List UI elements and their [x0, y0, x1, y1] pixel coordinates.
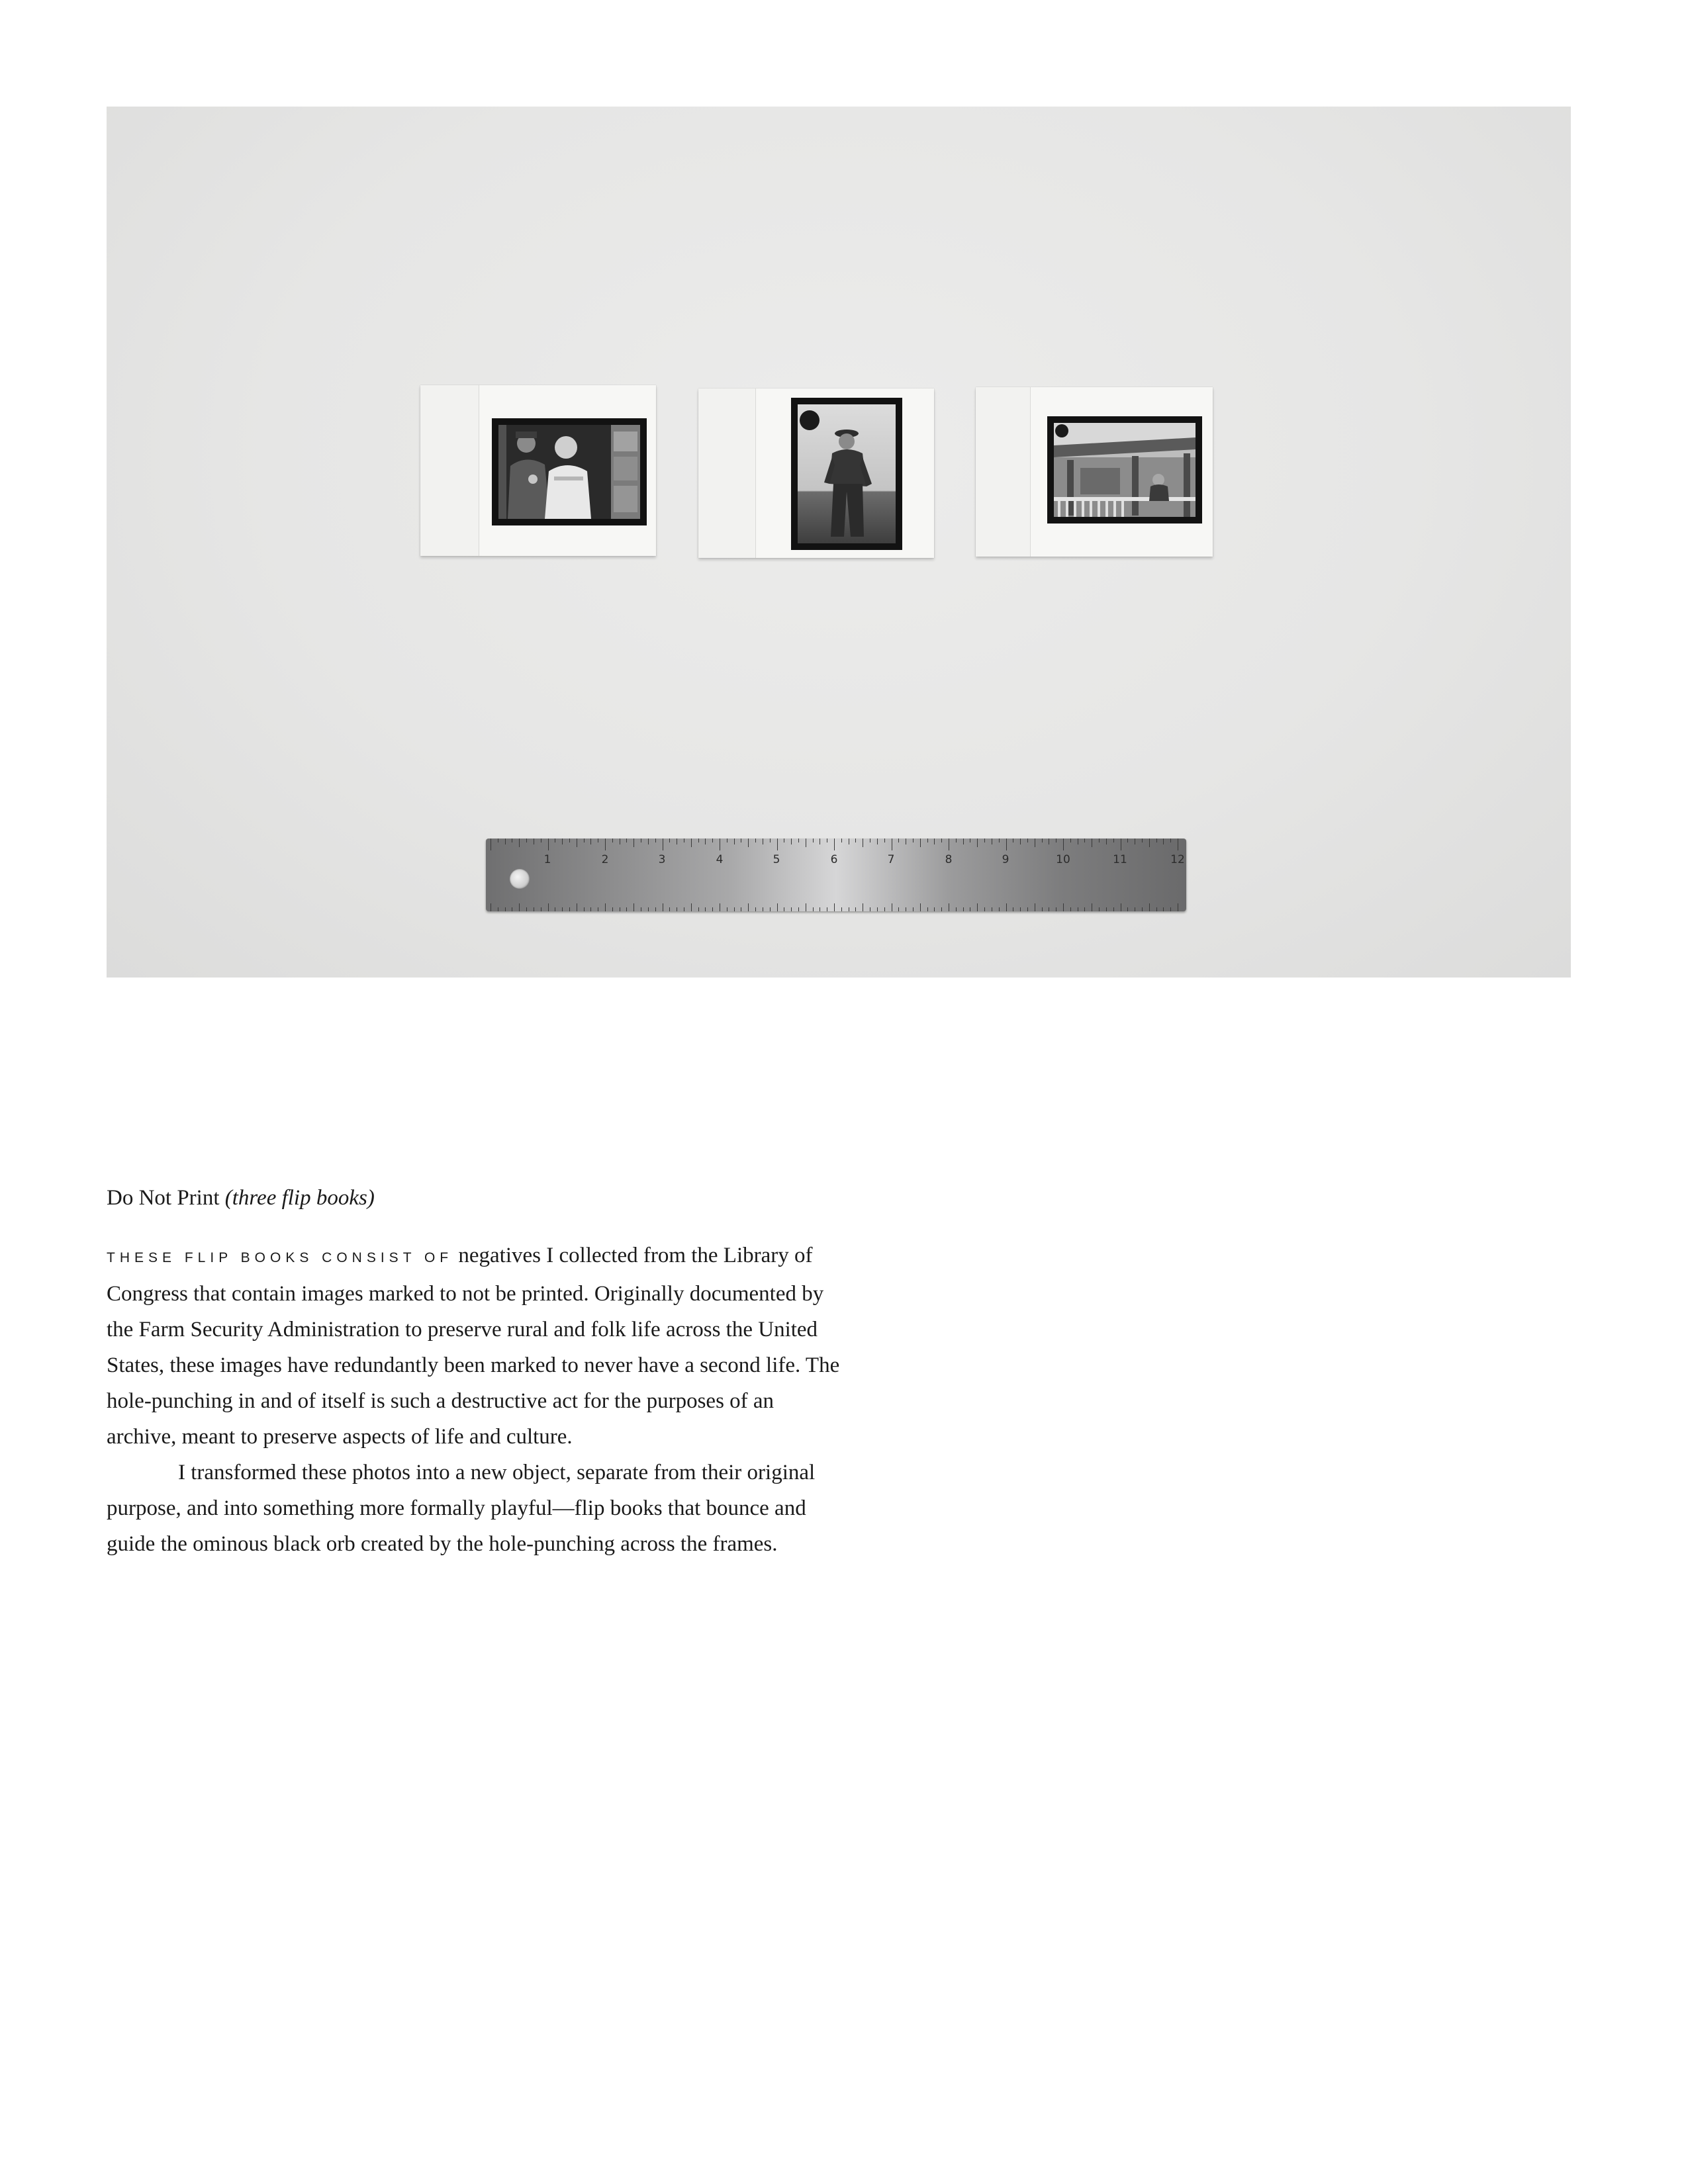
ruler-tick	[748, 839, 749, 847]
ruler-tick	[1084, 907, 1085, 911]
ruler-tick	[791, 907, 792, 911]
ruler-tick	[1042, 839, 1043, 842]
ruler-tick	[834, 839, 835, 850]
ruler-tick	[813, 839, 814, 842]
artwork-caption	[107, 1185, 375, 1211]
ruler-tick	[562, 907, 563, 911]
ruler-tick	[898, 839, 899, 842]
ruler-tick	[1106, 907, 1107, 911]
ruler-tick	[984, 907, 985, 911]
ruler-tick	[626, 907, 627, 911]
ruler-tick	[877, 907, 878, 911]
photo-two-people-in-doorway	[498, 425, 640, 519]
ruler-tick	[1156, 907, 1157, 911]
ruler-tick	[999, 907, 1000, 911]
ruler-tick	[956, 839, 957, 842]
photo-figure-on-porch	[1054, 423, 1196, 517]
artwork-title: Do Not Print	[107, 1186, 220, 1210]
ruler-number: 11	[1113, 853, 1127, 866]
ruler-tick	[934, 839, 935, 844]
ruler-tick	[1142, 839, 1143, 842]
ruler-tick	[877, 839, 878, 844]
ruler-number: 5	[773, 853, 780, 866]
ruler-tick	[705, 839, 706, 844]
ruler-tick	[1163, 907, 1164, 911]
ruler-tick	[1027, 907, 1028, 911]
ruler-tick	[927, 907, 928, 911]
ruler-tick	[1006, 903, 1007, 911]
ruler-tick	[1020, 839, 1021, 844]
ruler-tick	[963, 839, 964, 844]
ruler-tick	[590, 907, 591, 911]
ruler-tick	[1070, 839, 1071, 842]
photo-print-3	[1047, 416, 1202, 523]
ruler-number: 3	[658, 853, 666, 866]
ruler-tick	[1099, 839, 1100, 842]
ruler-tick	[705, 907, 706, 911]
ruler-tick	[1063, 903, 1064, 911]
photo-print-2	[791, 398, 902, 550]
ruler-tick	[884, 907, 885, 911]
ruler-tick	[562, 839, 563, 844]
ruler-tick	[777, 903, 778, 911]
ruler-tick	[977, 839, 978, 847]
ruler-tick	[1113, 907, 1114, 911]
ruler-tick	[777, 839, 778, 850]
hole-punch-orb	[1055, 424, 1068, 437]
photo-man-in-field	[798, 404, 896, 543]
ruler-tick	[1149, 839, 1150, 847]
ruler-number: 1	[543, 853, 551, 866]
ruler-tick	[691, 903, 692, 911]
photo-print-1	[492, 418, 647, 525]
ruler-tick	[841, 839, 842, 842]
ruler-number: 2	[601, 853, 609, 866]
ruler-tick	[612, 839, 613, 842]
ruler-tick	[633, 903, 634, 911]
paragraph-1-text: negatives I collected from the Library of Congress that contain images marked to not be printed. Originally documented by the Farm Security Administration to preserve rural and folk life across the United States, these images have redundantly been marked to never have a second life. The hole-punching in and of itself is such a destructive act for the purposes of an archive, meant to preserve aspects of life and culture.	[107, 1244, 840, 1449]
ruler-number: 8	[945, 853, 953, 866]
ruler-tick	[934, 907, 935, 911]
ruler-tick	[920, 903, 921, 911]
ruler-tick	[791, 839, 792, 844]
artwork-subtitle: (three flip books)	[224, 1186, 375, 1210]
ruler-number: 12	[1170, 853, 1185, 866]
ruler-tick	[798, 907, 799, 911]
ruler-tick	[1084, 839, 1085, 842]
ruler-tick	[963, 907, 964, 911]
ruler-tick	[984, 839, 985, 842]
ruler-tick	[669, 839, 670, 842]
ruler-tick	[605, 839, 606, 850]
ruler-tick	[548, 903, 549, 911]
ruler-number: 10	[1056, 853, 1070, 866]
ruler-tick	[648, 839, 649, 844]
paragraph-2: I transformed these photos into a new object, separate from their original purpose, and into something more formally playful—flip books that bounce and guide the ominous black orb created by the hole-punching across the frames.	[107, 1461, 816, 1556]
ruler-tick	[977, 903, 978, 911]
ruler-tick	[1149, 903, 1150, 911]
lead-in-smallcaps: THESE FLIP BOOKS CONSIST OF	[107, 1250, 453, 1265]
ruler-tick	[712, 839, 713, 842]
ruler-tick	[1156, 839, 1157, 842]
ruler-tick	[712, 907, 713, 911]
ruler-tick	[605, 903, 606, 911]
ruler-tick	[755, 907, 756, 911]
ruler-tick	[734, 839, 735, 844]
ruler-tick	[813, 907, 814, 911]
paragraph-1	[107, 1238, 848, 1455]
ruler-tick	[626, 839, 627, 842]
ruler-tick	[655, 839, 656, 842]
ruler-tick	[1106, 839, 1107, 844]
ruler-tick	[584, 907, 585, 911]
ruler-hang-hole	[510, 869, 530, 889]
ruler-tick	[770, 839, 771, 842]
ruler-tick	[1127, 907, 1128, 911]
ruler-tick	[526, 839, 527, 842]
ruler-tick	[913, 907, 914, 911]
ruler-tick	[655, 907, 656, 911]
ruler-tick	[1006, 839, 1007, 850]
ruler-number: 9	[1002, 853, 1009, 866]
ruler-tick	[1020, 907, 1021, 911]
ruler-tick	[526, 907, 527, 911]
ruler-number: 6	[830, 853, 838, 866]
ruler-tick	[927, 839, 928, 842]
ruler-tick	[748, 903, 749, 911]
ruler-tick	[633, 839, 634, 847]
ruler-tick	[698, 907, 699, 911]
ruler-tick	[505, 907, 506, 911]
ruler-tick	[612, 907, 613, 911]
flip-book-3	[976, 387, 1213, 557]
ruler-tick	[698, 839, 699, 842]
ruler-tick	[669, 907, 670, 911]
ruler-tick	[941, 839, 942, 842]
hole-punch-orb	[800, 410, 820, 430]
ruler-tick	[1113, 839, 1114, 842]
ruler-tick	[734, 907, 735, 911]
steel-ruler	[486, 839, 1186, 911]
ruler-tick	[841, 907, 842, 911]
ruler-tick	[691, 839, 692, 847]
ruler-tick	[898, 907, 899, 911]
ruler-tick	[1170, 839, 1171, 842]
ruler-tick	[1099, 907, 1100, 911]
ruler-number: 7	[887, 853, 895, 866]
ruler-tick	[913, 839, 914, 842]
ruler-tick	[920, 839, 921, 847]
ruler-number: 4	[716, 853, 724, 866]
ruler-tick	[770, 907, 771, 911]
ruler-tick	[798, 839, 799, 842]
ruler-tick	[584, 839, 585, 842]
ruler-tick	[1170, 907, 1171, 911]
ruler-tick	[855, 907, 856, 911]
flip-book-1	[420, 385, 656, 556]
ruler-tick	[855, 839, 856, 842]
ruler-tick	[569, 907, 570, 911]
ruler-tick	[999, 839, 1000, 842]
ruler-tick	[1142, 907, 1143, 911]
ruler-tick	[941, 907, 942, 911]
ruler-tick	[569, 839, 570, 842]
ruler-tick	[519, 839, 520, 847]
ruler-tick	[648, 907, 649, 911]
ruler-tick	[548, 839, 549, 850]
ruler-tick	[1070, 907, 1071, 911]
ruler-tick	[1163, 839, 1164, 844]
artwork-description	[107, 1238, 848, 1562]
flip-book-2	[698, 388, 934, 558]
ruler-tick	[505, 839, 506, 844]
ruler-tick	[1063, 839, 1064, 850]
ruler-tick	[1127, 839, 1128, 842]
ruler-tick	[755, 839, 756, 842]
ruler-tick	[590, 839, 591, 844]
ruler-tick	[834, 903, 835, 911]
artwork-photograph	[107, 107, 1571, 978]
ruler-tick	[1027, 839, 1028, 842]
ruler-tick	[1042, 907, 1043, 911]
ruler-tick	[519, 903, 520, 911]
ruler-tick	[884, 839, 885, 842]
ruler-tick	[956, 907, 957, 911]
